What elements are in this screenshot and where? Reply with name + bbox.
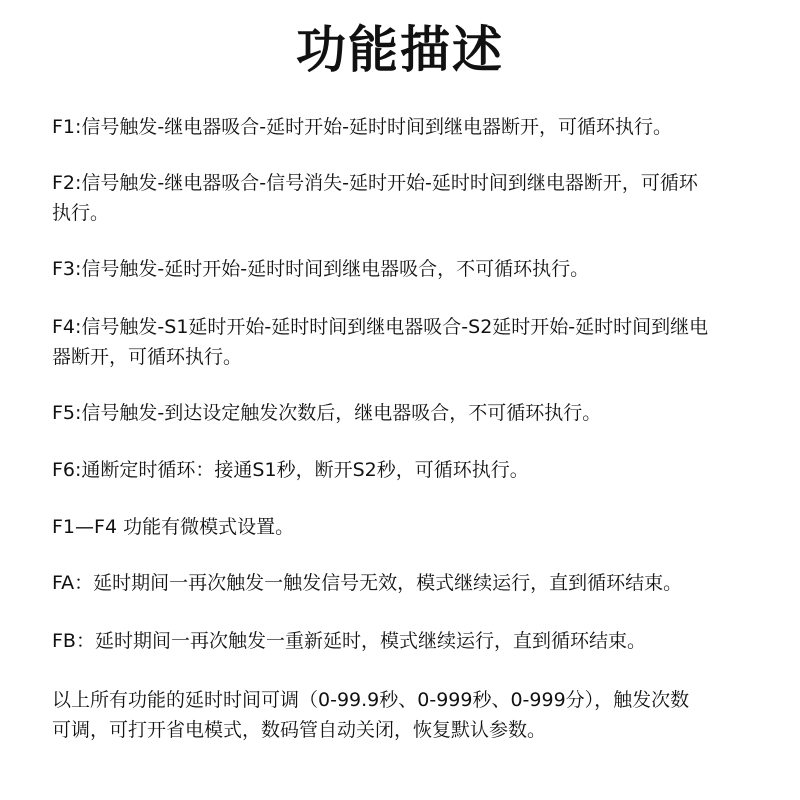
paragraph-f4 (52, 312, 752, 372)
paragraph-line: 可调，可打开省电模式，数码管自动关闭，恢复默认参数。 (52, 719, 547, 741)
paragraph-line: FA：延时期间一再次触发一触发信号无效，模式继续运行，直到循环结束。 (52, 572, 683, 594)
paragraph-line: F1:信号触发-继电器吸合-延时开始-延时时间到继电器断开，可循环执行。 (52, 116, 672, 138)
paragraph-line: F1—F4 功能有微模式设置。 (52, 516, 295, 538)
paragraph-line: 器断开，可循环执行。 (52, 346, 243, 368)
page-title: 功能描述 (296, 21, 504, 79)
paragraph-line: 以上所有功能的延时时间可调（0-99.9秒、0-999秒、0-999分），触发次数 (52, 689, 690, 711)
paragraph-line: F5:信号触发-到达设定触发次数后，继电器吸合，不可循环执行。 (52, 402, 602, 424)
paragraph-fb (52, 626, 752, 656)
paragraph-f1-f4 (52, 512, 752, 542)
paragraph-f1 (52, 112, 752, 142)
paragraph-f2 (52, 168, 752, 228)
paragraph-line: F3:信号触发-延时开始-延时时间到继电器吸合，不可循环执行。 (52, 258, 590, 280)
paragraph-f6 (52, 455, 752, 485)
paragraph-line: F6:通断定时循环：接通S1秒，断开S2秒，可循环执行。 (52, 459, 529, 481)
paragraph-line: F2:信号触发-继电器吸合-信号消失-延时开始-延时时间到继电器断开，可循环 (52, 172, 698, 194)
paragraph-f3 (52, 254, 752, 284)
paragraph-line: FB：延时期间一再次触发一重新延时，模式继续运行，直到循环结束。 (52, 630, 646, 652)
paragraph-line: 执行。 (52, 202, 110, 224)
paragraph-line: F4:信号触发-S1延时开始-延时时间到继电器吸合-S2延时开始-延时时间到继电 (52, 316, 709, 338)
paragraph-fa (52, 568, 752, 598)
paragraph-f5 (52, 398, 752, 428)
paragraph-summary (52, 685, 752, 745)
